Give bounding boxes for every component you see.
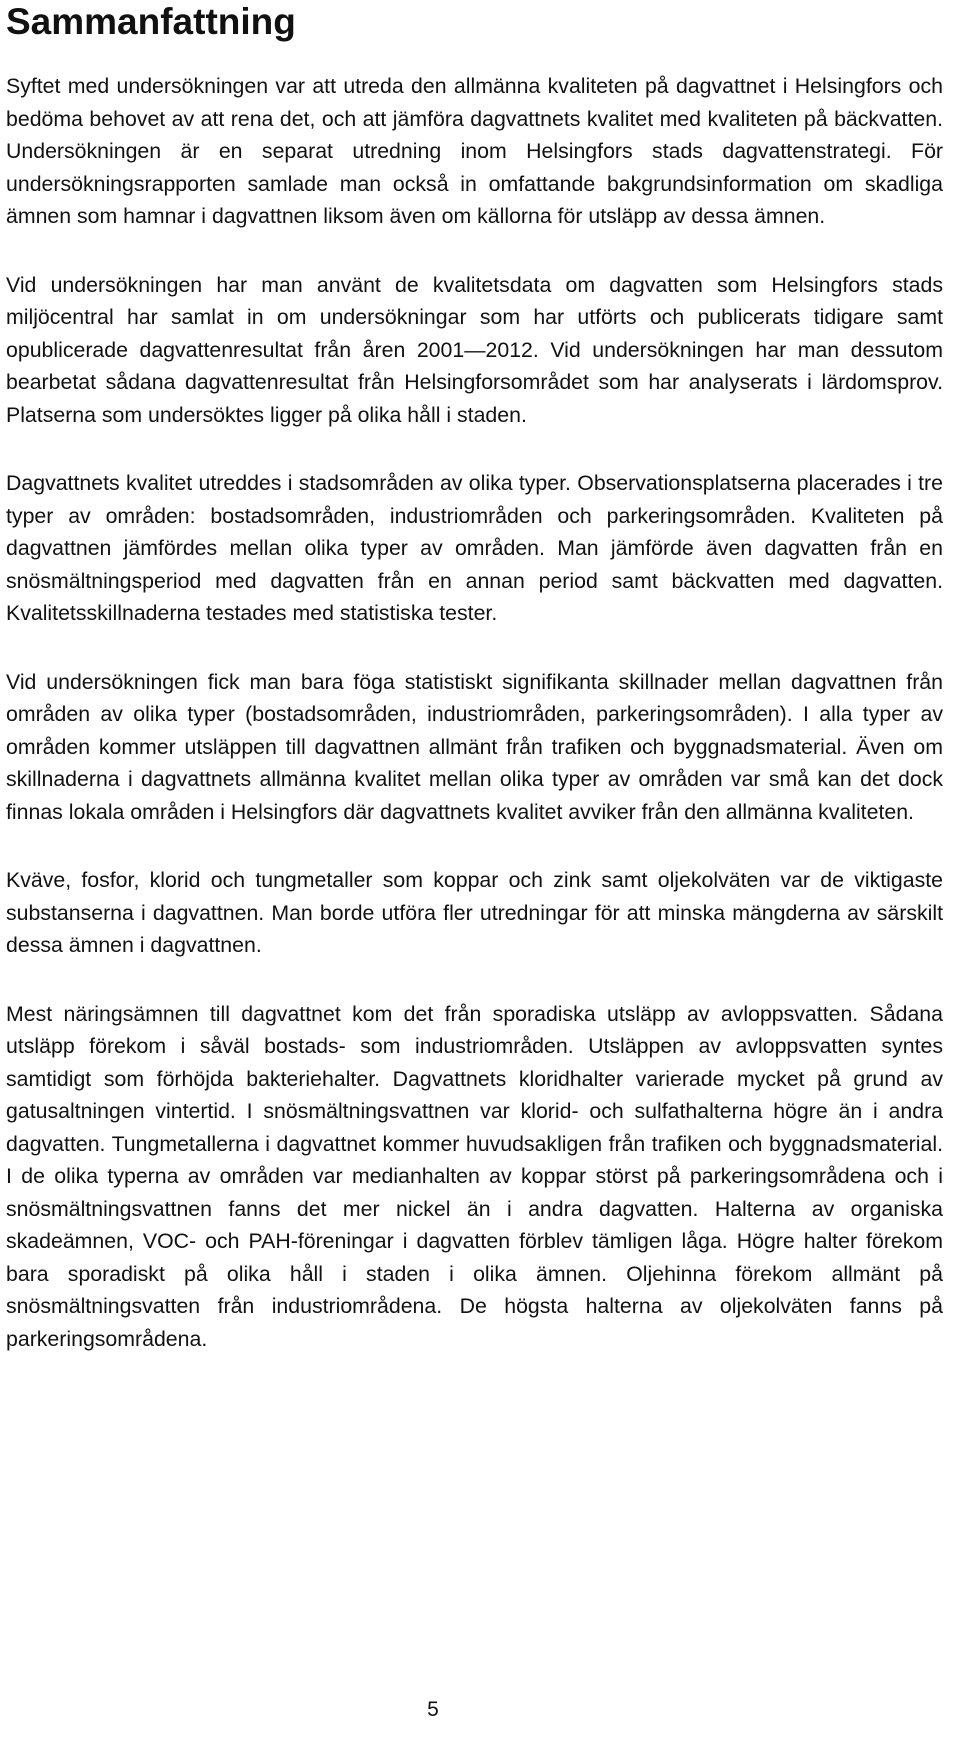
- paragraph-data-sources: Vid undersökningen har man använt de kvalitetsdata om dagvatten som Helsingfors stads miljöcentral har samlat in om undersökningar som har utförts och publicerats tidigare samt opublicerade dagvattenresultat från åren 2001—2012. Vid undersökningen har man dessutom bearbetat sådana dagvattenresultat från Helsingforsområdet som har analyserats i lärdomsprov. Platserna som undersöktes ligger på olika håll i staden.: [6, 272, 943, 427]
- paragraph-key-substances: Kväve, fosfor, klorid och tungmetaller som koppar och zink samt oljekolväten var de viktigaste substanserna i dagvattnen. Man borde utföra fler utredningar för att minska mängderna av särskilt dessa ämnen i dagvattnen.: [6, 868, 943, 957]
- page-title: Sammanfattning: [6, 1, 296, 42]
- paragraph-results: Vid undersökningen fick man bara föga statistiskt signifikanta skillnader mellan dagvattnen från områden av olika typer (bostadsområden, industriområden, parkeringsområden). I alla typer av områden kommer utsläppen till dagvattnen allmänt från trafiken och byggnadsmaterial. Även om skillnaderna i dagvattnets allmänna kvalitet mellan olika typer av områden var små kan det dock finnas lokala områden i Helsingfors där dagvattnets kvalitet avviker från den allmänna kvaliteten.: [6, 669, 943, 824]
- paragraph-purpose: Syftet med undersökningen var att utreda den allmänna kvaliteten på dagvattnet i Helsingfors och bedöma behovet av att rena det, och att jämföra dagvattnets kvalitet med kvaliteten på bäckvatten. Undersökningen är en separat utredning inom Helsingfors stads dagvattenstrategi. För undersökningsrapporten samlade man också in omfattande bakgrundsinformation om skadliga ämnen som hamnar i dagvattnen liksom även om källorna för utsläpp av dessa ämnen.: [6, 74, 943, 228]
- paragraph-methods: Dagvattnets kvalitet utreddes i stadsområden av olika typer. Observationsplatserna placerades i tre typer av områden: bostadsområden, industriområden och parkeringsområden. Kvaliteten på dagvattnen jämfördes mellan olika typer av områden. Man jämförde även dagvatten från en snösmältningsperiod med dagvatten från en annan period samt bäckvatten med dagvatten. Kvalitetsskillnaderna testades med statistiska tester.: [6, 471, 943, 625]
- page-number: 5: [427, 1698, 439, 1721]
- body-text: [6, 70, 943, 1391]
- paragraph-details: Mest näringsämnen till dagvattnet kom det från sporadiska utsläpp av avloppsvatten. Sådana utsläpp förekom i såväl bostads- som industriområden. Utsläppen av avloppsvatten syntes samtidigt som förhöjda bakteriehalter. Dagvattnets kloridhalter varierade mycket på grund av gatusaltningen vintertid. I snösmältningsvattnen var klorid- och sulfathalterna högre än i andra dagvatten. Tungmetallerna i dagvattnet kommer huvudsakligen från trafiken och byggnadsmaterial. I de olika typerna av områden var medianhalten av koppar störst på parkeringsområdena och i snösmältningsvattnen fanns det mer nickel än i andra dagvatten. Halterna av organiska skadeämnen, VOC- och PAH-föreningar i dagvatten förblev tämligen låga. Högre halter förekom bara sporadiskt på olika håll i staden i olika ämnen. Oljehinna förekom allmänt på snösmältningsvatten från industriområdena. De högsta halterna av oljekolväten fanns på parkeringsområdena.: [6, 1001, 943, 1351]
